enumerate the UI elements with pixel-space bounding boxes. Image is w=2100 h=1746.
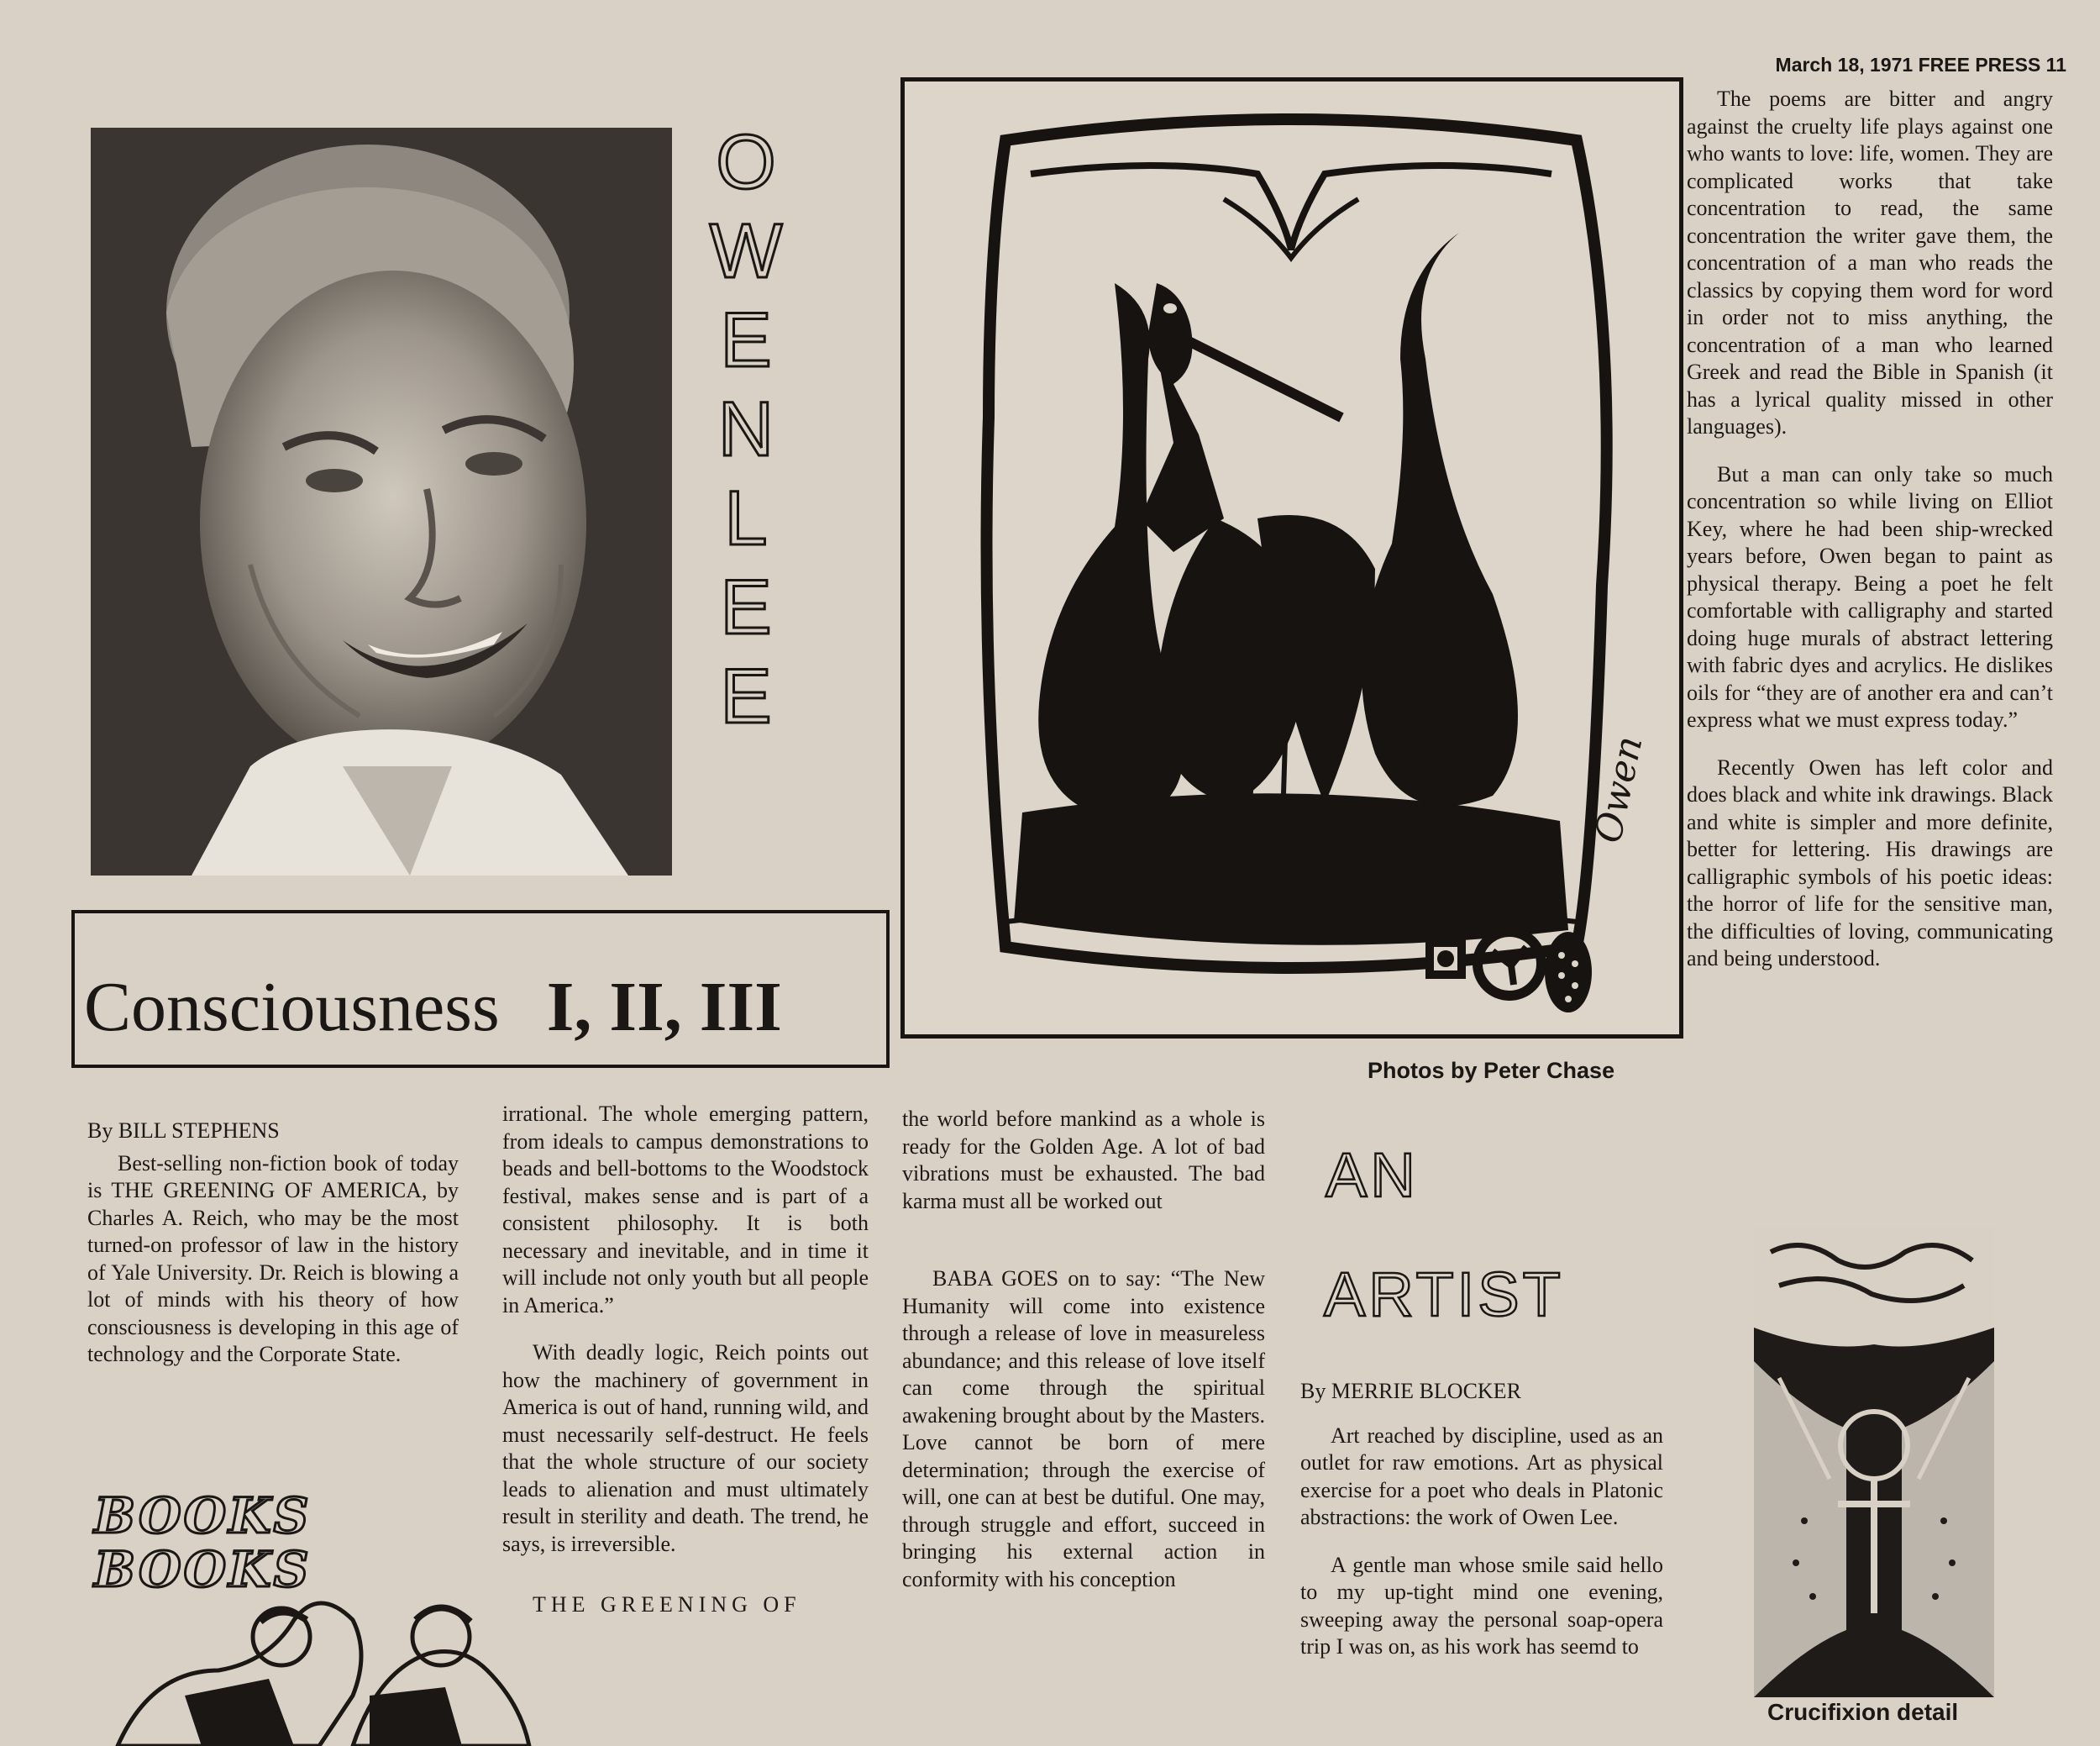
vertical-title-owen-lee xyxy=(704,118,788,741)
drawing-signature: Owen xyxy=(1587,732,1651,847)
page-header: March 18, 1971 FREE PRESS 11 xyxy=(1775,54,2066,76)
owen-lee-portrait-photo xyxy=(91,128,672,876)
paragraph: With deadly logic, Reich points out how the machinery of government in America is out of hand, running wild, and must necessarily self-destruct. He feels that the whole structure of our society leads to alienation and must ultimately result in sterility and death. The trend, he says, is irreversible. xyxy=(502,1340,869,1556)
crucifixion-detail-illustration xyxy=(1754,1227,1994,1697)
consciousness-headline xyxy=(84,966,882,1048)
photo-credit: Photos by Peter Chase xyxy=(1368,1058,1615,1083)
paragraph: But a man can only take so much concentration so while living on Elliot Key, where he had been ship-wrecked years before, Owen began to paint as physical therapy. Being a poet he felt comfortable with calligraphy and started doing huge murals of abstract lettering with fabric dyes and acrylics. He dislikes oils for “they are of another era and can’t express what we must express today.” xyxy=(1687,461,2053,732)
crucifixion-detail-drawing xyxy=(1754,1227,1994,1697)
consciousness-column-1 xyxy=(87,1118,459,1389)
artist-column xyxy=(1300,1378,1663,1681)
paragraph: Art reached by discipline, used as an outlet for raw emotions. Art as physical exercise for a poet who deals in Platonic abstractions: the work of Owen Lee. xyxy=(1300,1423,1663,1529)
paragraph: Recently Owen has left color and does black and white ink drawings. Black and white is simpler and more definite, better for lettering. His drawings are calligraphic symbols of his poetic ideas: the horror of life for the sensitive man, the difficulties of loving, communicating and being understood. xyxy=(1687,755,2053,970)
byline: By BILL STEPHENS xyxy=(87,1118,280,1143)
byline: By MERRIE BLOCKER xyxy=(1300,1379,1521,1403)
ink-drawing-frame xyxy=(900,77,1683,1039)
vertical-letter: O xyxy=(716,119,776,205)
headline-word: Consciousness xyxy=(84,968,500,1046)
vertical-letter: W xyxy=(709,208,783,294)
paragraph: Best-selling non-fiction book of today is THE GREENING OF AMERICA, by Charles A. Reich, who may be the most turned-on professor of law in the history of Yale University. Dr. Reich is blowing a lot of minds with his theory of how consciousness is developing in this age of technology and the Corporate State. xyxy=(87,1150,459,1366)
flute-player-ink-drawing xyxy=(905,82,1671,1026)
books-logo-line-1: BOOKS xyxy=(94,1487,312,1544)
headline-roman-numerals: I, II, III xyxy=(546,968,782,1046)
paragraph: BABA GOES on to say: “The New Humanity will come into existence through a release of love in measureless abundance; and this release of love itself can come through the spiritual awakening brought about by the Masters. Love cannot be born of mere determination; through the exercise of will, one can at best be dutiful. One may, through struggle and effort, succeed in bringing his external action in conformity with his conception xyxy=(902,1266,1265,1591)
paragraph: the world before mankind as a whole is ready for the Golden Age. A lot of bad vibrations must be exhausted. The bad karma must all be worked out xyxy=(902,1107,1265,1213)
books-logo-line-2: BOOKS xyxy=(94,1541,312,1598)
consciousness-column-2 xyxy=(502,1101,869,1639)
vertical-letter: L xyxy=(724,476,768,561)
vertical-letter: E xyxy=(720,654,772,739)
paragraph: The poems are bitter and angry against the cruelty life plays against one who wants to love: life, women. They are complicated works that take concentration to read, the same concentration the writer gave them, the concentration of a man who reads the classics by copying them word for word in order not to miss anything, the concentration of a man who learned Greek and read the Bible in Spanish (it has a lyrical quality missed in other languages). xyxy=(1687,87,2053,439)
paragraph: irrational. The whole emerging pattern, from ideals to campus demonstrations to beads and bell-bottoms to the Woodstock festival, makes sense and is part of a consistent philosophy. It is both necessary and inevitable, and in time it will include not only youth but all people in America.” xyxy=(502,1102,869,1317)
crucifixion-caption: Crucifixion detail xyxy=(1767,1699,1959,1725)
vertical-letter: E xyxy=(720,297,772,383)
vertical-letter: N xyxy=(717,387,774,472)
right-column-article-continuation xyxy=(1687,86,2053,993)
paragraph: A gentle man whose smile said hello to my up-tight mind one evening, sweeping away the personal soap-opera trip I was on, as his work has seemd to xyxy=(1300,1552,1663,1659)
consciousness-column-3 xyxy=(902,1106,1265,1613)
portrait-illustration xyxy=(91,128,672,876)
vertical-letter: E xyxy=(720,565,772,650)
artist-title-line-2: ARTIST xyxy=(1324,1260,1564,1329)
paragraph: THE GREENING OF xyxy=(533,1592,801,1617)
reading-angels-illustration xyxy=(101,1570,538,1746)
artist-title-line-1: AN xyxy=(1326,1140,1419,1210)
